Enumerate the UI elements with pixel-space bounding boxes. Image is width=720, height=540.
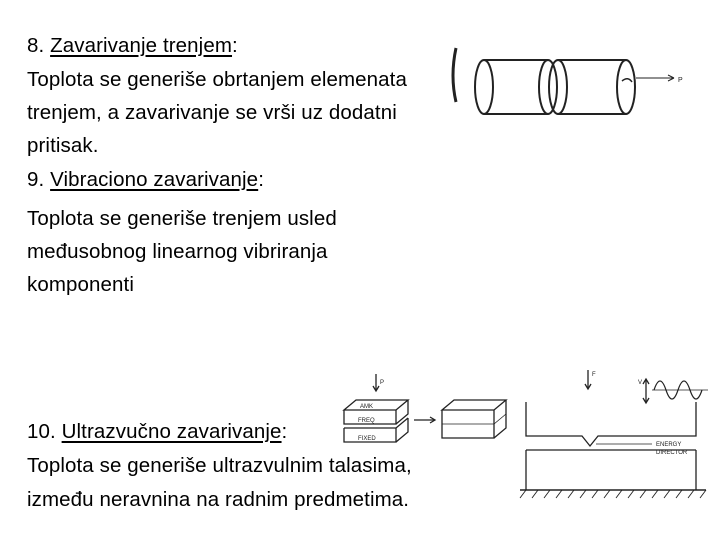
section-10-heading [27, 420, 287, 444]
section-10-title: Ultrazvučno zavarivanje [61, 420, 282, 443]
section-8-line-3: pritisak. [27, 134, 99, 157]
section-9-title: Vibraciono zavarivanje [50, 168, 259, 191]
section-9-line-3: komponenti [27, 273, 134, 296]
vibration-welding-figure [336, 372, 522, 454]
section-9-colon: : [258, 168, 264, 191]
vib-label-fixed: FIXED [358, 436, 376, 442]
section-9-number: 9. [27, 168, 45, 191]
section-8-number: 8. [27, 34, 45, 57]
ultrasonic-drawing [520, 370, 708, 498]
vib-force-label-p: P [380, 380, 385, 386]
ultra-force-label-f: F [592, 372, 596, 378]
section-8-line-2: trenjem, a zavarivanje se vrši uz dodatni [27, 101, 397, 124]
director-label: DIRECTOR [656, 450, 688, 456]
section-10-line-2: između neravnina na radnim predmetima. [27, 488, 410, 511]
vib-label-amk: AMK [360, 404, 374, 410]
section-9-line-1: Toplota se generiše trenjem usled [27, 207, 337, 230]
section-8-colon: : [232, 34, 238, 57]
section-9-heading [27, 168, 264, 192]
section-10-number: 10. [27, 420, 56, 443]
section-8-line-1: Toplota se generiše obrtanjem elemenata [27, 68, 407, 91]
section-10-line-1: Toplota se generiše ultrazvulnim talasima, [27, 454, 412, 477]
section-8-heading [27, 34, 238, 58]
energy-label: ENERGY [656, 442, 682, 448]
friction-welding-figure [448, 36, 698, 136]
ultrasonic-welding-figure [516, 366, 716, 502]
vib-label-freq: FREQ [358, 418, 375, 424]
force-label-p: P [678, 77, 683, 84]
section-10-colon: : [281, 420, 288, 443]
rotating-rods-drawing [453, 48, 674, 114]
ultra-vibration-label-v: V [638, 380, 643, 386]
section-9-line-2: međusobnog linearnog vibriranja [27, 240, 328, 263]
section-8-title: Zavarivanje trenjem [50, 34, 233, 57]
